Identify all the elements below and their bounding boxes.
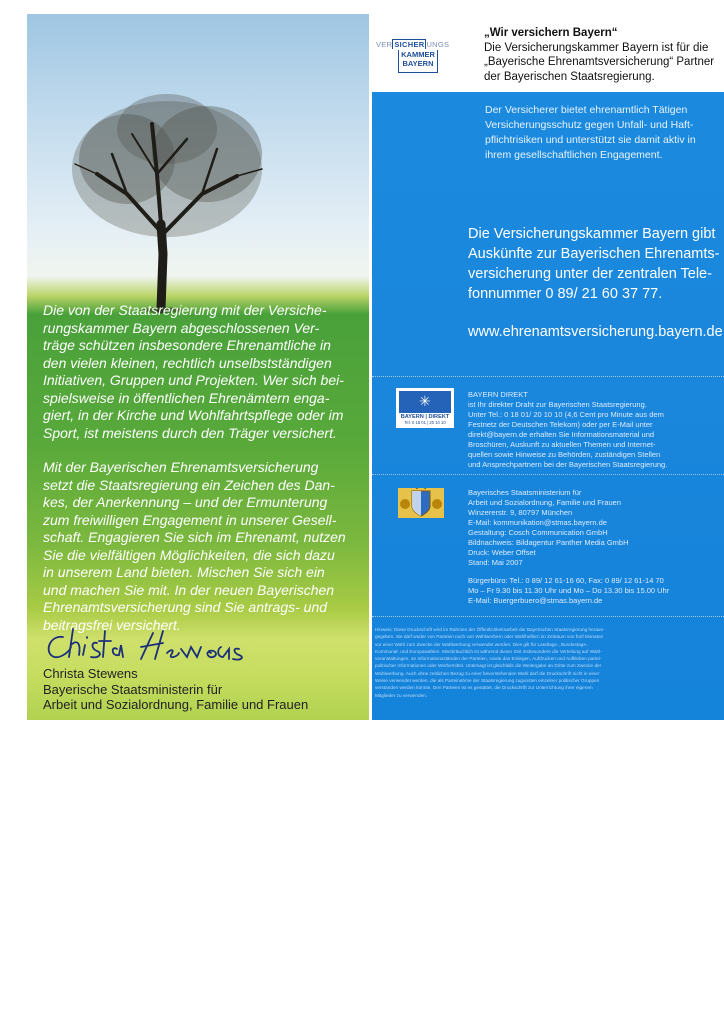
divider <box>372 616 724 617</box>
insurer-paragraph: Der Versicherer bietet ehrenamtlich Tätigen Versicherungsschutz gegen Unfall- und Haft- pflichtrisiken und unterstützt sie damit aktiv in ihrem gesellschaftlichen Engagement. <box>485 104 696 161</box>
ministry-info: Bayerisches Staatsministerium für Arbeit und Sozialordnung, Familie und Frauen Winzererstr. 9, 80797 München E-Mail: kommunikation@stmas.bayern.de Gestaltung: Cosch Communication GmbH Bildnachweis: Bildagentur Panther Media GmbH Druck: Weber Offset Stand: Mai 2007 <box>468 488 629 567</box>
hotline-paragraph: Die Versicherungskammer Bayern gibt Auskünfte zur Bayerischen Ehrenamts- versicherung unter der zentralen Tele- fonnummer 0 89/ 21 60 37 77. <box>468 226 720 302</box>
signer-name: Christa Stewens <box>43 666 138 681</box>
bayern-direkt-logo: ✳ BAYERN | DIREKT Tel. 0 18 01 | 20 10 10 <box>396 388 454 428</box>
tagline-title: „Wir versichern Bayern“ <box>484 27 618 39</box>
intro-paragraph: Die von der Staatsregierung mit der Versiche- rungskammer Bayern abgeschlossenen Ver- träge schützen insbesondere Ehrenamtliche in den vielen kleinen, rechtlich unselbstständigen Initiativen, Gruppen und Projekten. Wer sich bei- spielsweise in öffentlichen Ehrenämtern enga- giert, in der Kirche und Wohlfahrtspflege oder im Sport, ist meistens durch den Träger versichert. <box>43 302 344 441</box>
bayern-direkt-text: BAYERN DIREKT ist Ihr direkter Draht zur Bayerischen Staatsregierung. Unter Tel.: 0 18 01/ 20 10 10 (4,6 Cent pro Minute aus dem Festnetz der Deutschen Telekom) oder per E-Mail unter direkt@bayern.de erhalten Sie Informationsmaterial und Broschüren, Auskunft zu aktuellen Themen und Internet- quellen sowie Hinweise zu Behörden, zuständigen Stellen und Ansprechpartnern bei der Bayerischen Staatsregierung. <box>468 390 668 469</box>
signer-block <box>43 666 367 713</box>
tagline: „Wir versichern Bayern“ Die Versicherungskammer Bayern ist für die „Bayerische Ehrenamtsversicherung“ Partner der Bayerischen Staatsregierung. <box>484 26 724 84</box>
legal-notice: Hinweis: Diese Druckschrift wird im Rahmen der Öffentlichkeitsarbeit der Bayerischen Staatsregierung heraus- gegeben. Sie darf weder von Parteien noch von Wahlwerbern oder Wahlhelfern im Zeitraum von fünf Monaten vor einer Wahl zum Zwecke der Wahlwerbung verwendet werden. Dies gilt für Landtags-, Bundestags-, Kommunal- und Europawahlen. Missbräuchlich ist während dieser Zeit insbesondere die Verteilung auf Wahl- veranstaltungen, an Informationsständen der Parteien, sowie das Einlegen, Aufdrucken und Aufkleben partei- politischer Informationen oder Werbemittel. Untersagt ist gleichfalls die Weitergabe an Dritte zum Zwecke der Wahlwerbung. Auch ohne zeitlichen Bezug zu einer bevorstehenden Wahl darf die Druckschrift nicht in einer Weise verwendet werden, die als Parteinahme der Staatsregierung zugunsten einzelner politischer Gruppen verstanden werden könnte. Den Parteien ist es gestattet, die Druckschrift zur Unterrichtung ihrer eigenen Mitglieder zu verwenden. <box>375 627 605 698</box>
star-icon: ✳ <box>419 393 431 409</box>
cover-panel <box>27 14 369 720</box>
header-area <box>372 14 724 92</box>
commitment-paragraph: Mit der Bayerischen Ehrenamtsversicherung setzt die Staatsregierung ein Zeichen des Dan- kes, der Anerkennung – und der Ermunterung zum freiwilligen Engagement in unserer Gesell- schaft. Engagieren Sie sich im Ehrenamt, nutzen Sie die vielfältigen Möglichkeiten, die sich dazu in unserem Land bieten. Mischen Sie sich ein und machen Sie mit. In der neuen Bayerischen Ehrenamtsversicherung sind Sie antrags- und beitragsfrei versichert. <box>43 459 346 633</box>
divider <box>372 376 724 377</box>
coat-of-arms-icon <box>398 488 444 518</box>
tree-image <box>57 84 277 314</box>
divider <box>372 474 724 475</box>
handwritten-signature <box>41 619 261 667</box>
info-panel <box>372 92 724 720</box>
buergerbuero-info: Bürgerbüro: Tel.: 0 89/ 12 61-16 60, Fax: 0 89/ 12 61-14 70 Mo – Fr 9.30 bis 11.30 Uhr und Mo – Do 13.30 bis 15.00 Uhr E-Mail: Buergerbuero@stmas.bayern.de <box>468 576 670 605</box>
signer-title: Arbeit und Sozialordnung, Familie und Frauen <box>43 697 309 712</box>
versicherungskammer-logo: VER SICHER UNGS KAMMER BAYERN <box>376 30 458 88</box>
logo-frame: KAMMER BAYERN <box>398 50 438 73</box>
signer-title: Bayerische Staatsministerin für <box>43 681 223 697</box>
website-link[interactable]: www.ehrenamtsversicherung.bayern.de <box>468 324 723 340</box>
